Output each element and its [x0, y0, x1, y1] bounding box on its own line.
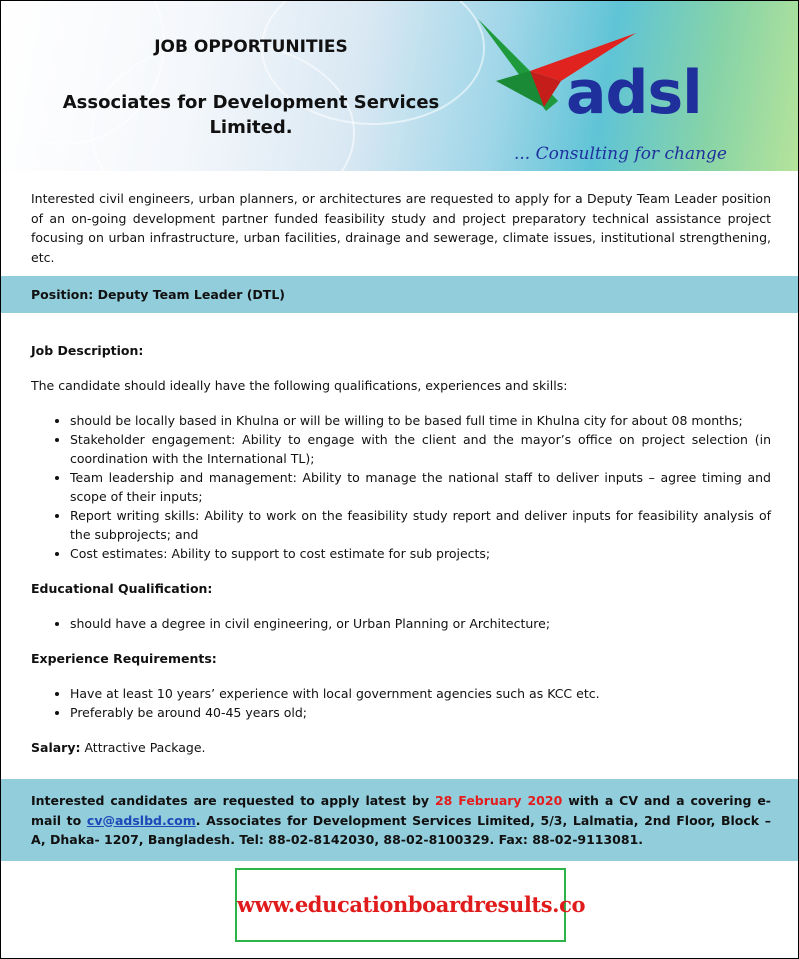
email-link[interactable]: cv@adslbd.com — [86, 812, 196, 828]
apply-text-1: Interested candidates are requested to apply latest by — [31, 793, 430, 808]
list-item: • Preferably be around 40-45 years old; — [70, 703, 771, 722]
experience-list — [31, 684, 771, 722]
salary-label: Salary: — [31, 740, 81, 755]
application-band — [1, 779, 798, 861]
apply-text-2: with a CV and a covering e-mail to — [31, 793, 771, 828]
logo-text: adsl — [566, 58, 702, 128]
list-item: • should have a degree in civil engineering, or Urban Planning or Architecture; — [70, 614, 771, 633]
list-item: • Have at least 10 years’ experience with local government agencies such as KCC etc. — [70, 684, 771, 703]
page-title: JOB OPPORTUNITIES — [154, 37, 348, 57]
logo-tagline: ... Consulting for change — [514, 144, 727, 164]
intro-paragraph: Interested civil engineers, urban planners, or architectures are requested to apply for a Deputy Team Leader position of an on-going development partner funded feasibility study and project preparatory technical assistance project focusing on urban infrastructure, urban facilities, drainage and sewerage, climate issues, institutional strengthening, etc. — [31, 191, 771, 265]
company-name: Associates for Development Services Limited. — [62, 92, 440, 138]
experience-heading: Experience Requirements: — [31, 651, 217, 666]
job-description-heading: Job Description: — [31, 343, 144, 358]
company-logo — [466, 11, 786, 171]
application-instructions — [31, 791, 771, 850]
salary-line — [31, 738, 771, 757]
deadline-date: 28 February 2020 — [434, 793, 563, 808]
salary-value: Attractive Package. — [84, 740, 206, 755]
job-details — [31, 341, 771, 757]
watermark-text: www.educationboardresults.co — [237, 892, 586, 917]
job-description-lead: The candidate should ideally have the following qualifications, experiences and skills: — [31, 378, 568, 393]
job-description-list — [31, 411, 771, 563]
list-item: • Stakeholder engagement: Ability to engage with the client and the mayor’s office on project selection (in coordination with the International TL); — [70, 430, 771, 468]
list-item: • should be locally based in Khulna or will be willing to be based full time in Khulna city for about 08 months; — [70, 411, 771, 430]
list-item: • Report writing skills: Ability to work on the feasibility study report and deliver inputs for feasibility analysis of the subprojects; and — [70, 506, 771, 544]
watermark-box — [235, 868, 586, 942]
education-list — [31, 614, 771, 633]
position-title: Position: Deputy Team Leader (DTL) — [31, 287, 286, 302]
list-item: • Cost estimates: Ability to support to cost estimate for sub projects; — [70, 544, 771, 563]
list-item: • Team leadership and management: Ability to manage the national staff to deliver inputs – agree timing and scope of their inputs; — [70, 468, 771, 506]
position-band — [1, 276, 798, 313]
apply-text-3: . Associates for Development Services Limited, 5/3, Lalmatia, 2nd Floor, Block – A, Dhaka- 1207, Bangladesh. Tel: 88-02-8142030, 88-02-8100329. Fax: 88-02-9113081. — [31, 812, 772, 847]
education-heading: Educational Qualification: — [31, 581, 213, 596]
header-banner — [1, 1, 798, 171]
